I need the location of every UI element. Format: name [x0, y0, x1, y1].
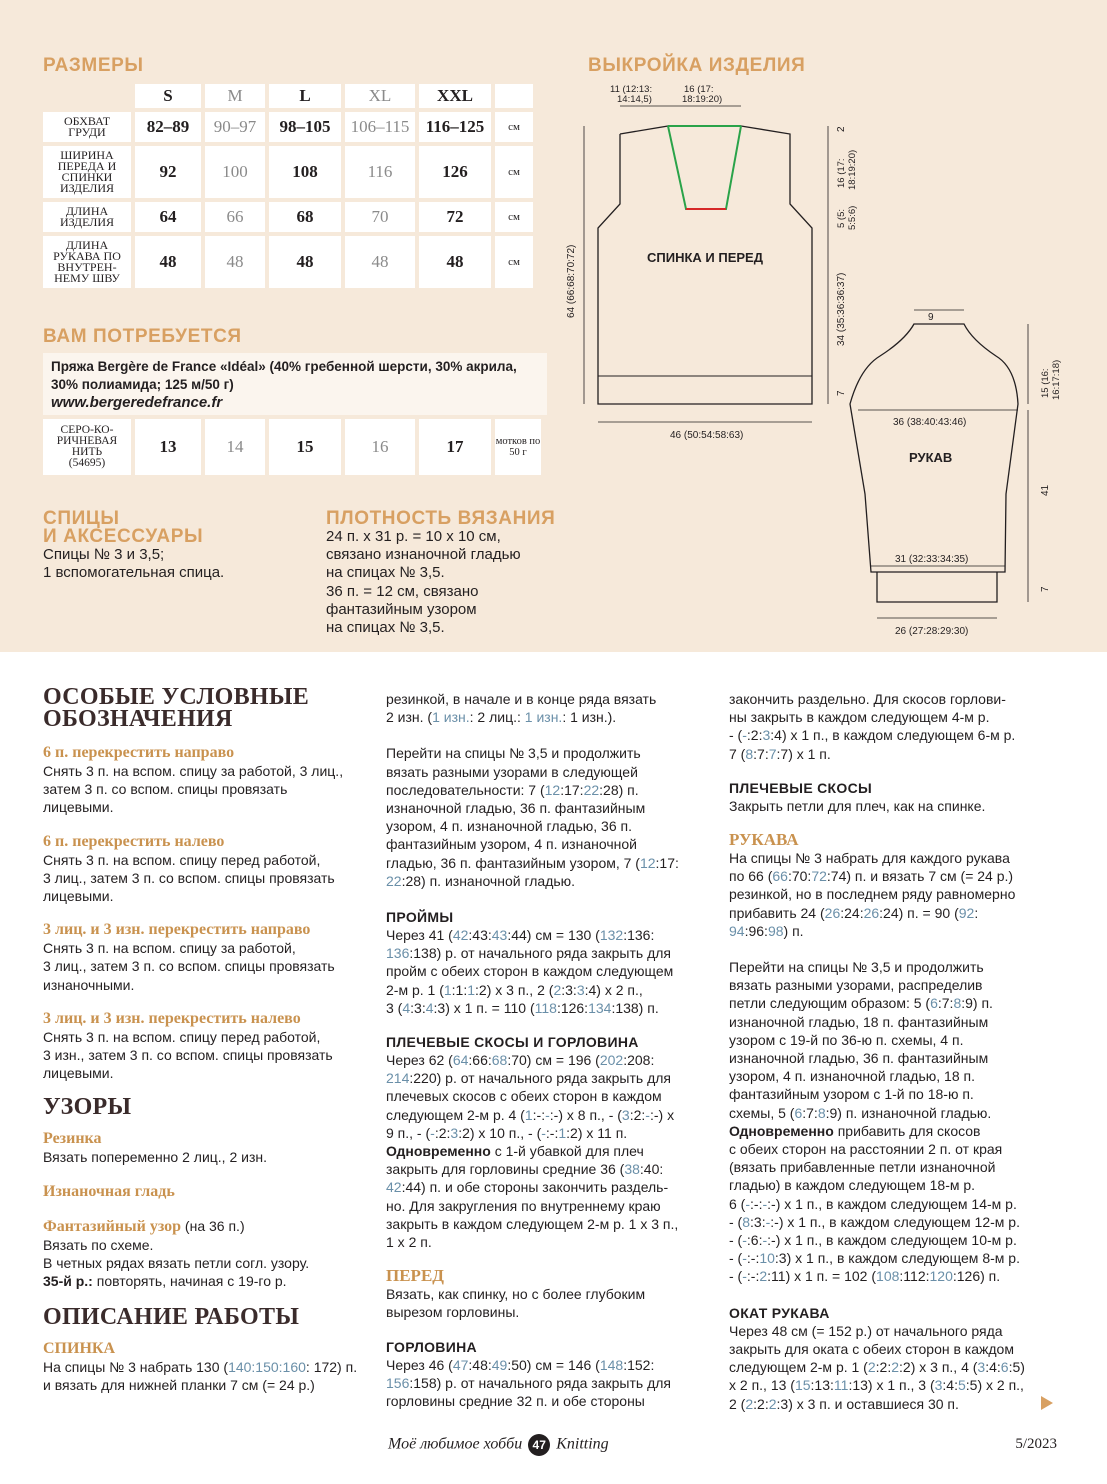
yarn-qty: 17 [419, 419, 491, 475]
text-line: 9 п., - (-:2:3:2) х 10 п., - (-:-:1:2) х 11 п. [386, 1124, 628, 1141]
gauge-line: на спицах № 3,5. [326, 564, 445, 582]
sleeves-text [729, 849, 1069, 940]
text-line: горловины средние 32 п. и обе стороны [386, 1393, 645, 1410]
special-item-text: Снять 3 п. на вспом. спицу за работой, 3 лиц., затем 3 п. со вспом. спицы провязать изнаночными. [43, 940, 335, 993]
text-line: 94:96:98) п. [729, 922, 804, 939]
sizes-title: РАЗМЕРЫ [43, 55, 144, 76]
row-label: ДЛИНА ИЗДЕЛИЯ [43, 202, 131, 232]
m-5-1: 5 (5: [836, 208, 847, 228]
m-neck-depth-2: 18:19:20) [847, 149, 858, 190]
text-line: 214:220) р. от начального ряда закрыть для [386, 1070, 671, 1087]
continue-arrow-icon [1041, 1396, 1053, 1410]
yarn-qty: 14 [205, 419, 265, 475]
yarn-desc-2: 30% полиамида; 125 м/50 г) [51, 377, 234, 392]
purl-title: Изнаночная гладь [43, 1182, 175, 1200]
rib-title: Резинка [43, 1130, 102, 1148]
s-bottom: 26 (27:28:29:30) [895, 626, 969, 637]
yarn-url[interactable]: www.bergeredefrance.fr [51, 394, 223, 411]
special-item-text: Снять 3 п. на вспом. спицу перед работой, 3 изн., затем 3 п. со вспом. спицы провязать лицевыми. [43, 1028, 333, 1082]
needles-title-2: И АКСЕССУАРЫ [43, 526, 204, 547]
text-line: петли следующим образом: 5 (6:7:8:9) п. [729, 995, 993, 1012]
s-width: 36 (38:40:43:46) [893, 417, 967, 428]
text-line: х 2 п., 13 (15:13:11:13) х 1 п., 3 (3:4:5:5) х 2 п., [729, 1377, 1024, 1394]
special-item-title: 6 п. перекрестить направо [43, 744, 235, 761]
body-outline [598, 126, 812, 404]
text-line: Через 41 (42:43:43:44) см = 130 (132:136: [386, 927, 655, 944]
size-value: 116 [345, 146, 415, 198]
size-value: 98–105 [269, 112, 341, 142]
size-header: XL [345, 84, 415, 108]
magazine-section: Knitting [556, 1435, 609, 1453]
materials-title: ВАМ ПОТРЕБУЕТСЯ [43, 326, 242, 347]
s-cap-1: 15 (16: [1040, 368, 1051, 398]
sizes-table [39, 80, 537, 292]
text-line: пройм с обеих сторон в каждом следующем [386, 963, 674, 980]
text-line: 136:138) р. от начального ряда закрыть для [386, 945, 671, 962]
s-cap-2: 16:17:18) [1051, 359, 1062, 400]
text-line: 22:28) п. изнаночной гладью. [386, 872, 576, 889]
s-cuffw: 31 (32:33:34:35) [895, 554, 969, 565]
m-shoulder-1: 11 (12:13: [610, 84, 653, 95]
text-line: (вязать прибавленные петли изнаночной [729, 1159, 996, 1176]
special-item-title: 3 лиц. и 3 изн. перекрестить направо [43, 921, 311, 939]
text-line: 7 (8:7:7:7) х 1 п. [729, 745, 831, 762]
text-line: ны закрыть в каждом следующем 4-м р. [729, 709, 990, 726]
text-line: закрыть в каждом следующем 2-м р. 1 х 3 п., [386, 1215, 679, 1232]
yarn-qty: 13 [135, 419, 201, 475]
text-line: узором, 4 п. изнаночной гладью, 36 п. [386, 818, 632, 835]
text-line: но. Для закругления по внутреннему краю [386, 1197, 661, 1214]
size-value: 116–125 [419, 112, 491, 142]
shoulder-slopes-title: ПЛЕЧЕВЫЕ СКОСЫ [729, 779, 873, 796]
gauge-line: 24 п. х 31 р. = 10 х 10 см, [326, 528, 501, 545]
text-line: закрыть для оката с обеих сторон в каждом [729, 1340, 1014, 1357]
special-item-text: Снять 3 п. на вспом. спицу за работой, 3 лиц., затем 3 п. со вспом. спицы провязать лицевыми. [43, 763, 344, 816]
size-header: S [135, 84, 201, 108]
size-value: 48 [419, 236, 491, 288]
size-value: 100 [205, 146, 265, 198]
yarn-qty: 15 [269, 419, 341, 475]
text-line: 156:158) р. от начального ряда закрыть для [386, 1374, 671, 1391]
sleeves-text-2 [729, 958, 1069, 1286]
sleeve-outline [850, 324, 1018, 572]
neck-title: ГОРЛОВИНА [386, 1338, 477, 1355]
column-2 [386, 690, 716, 1410]
m-neck-2: 18:19:20) [682, 94, 723, 105]
row-label: ДЛИНА РУКАВА ПО ВНУТРЕН- НЕМУ ШВУ [43, 236, 131, 288]
needles-text [43, 546, 224, 582]
text-line: закончить раздельно. Для скосов горлови- [729, 691, 1006, 707]
special-item-title: 6 п. перекрестить налево [43, 832, 225, 850]
text-line: Через 48 см (= 152 р.) от начального ряда [729, 1322, 1003, 1339]
m-7a: 7 [836, 390, 847, 396]
text-line: - (-:-:10:3) х 1 п., в каждом следующем 8-м р. [729, 1250, 1020, 1267]
text-line: Перейти на спицы № 3,5 и продолжить [386, 745, 641, 762]
col2-sequence [386, 744, 716, 890]
front-title: ПЕРЕД [386, 1266, 444, 1286]
patterns-title: УЗОРЫ [43, 1094, 132, 1121]
yarn-table [39, 415, 545, 479]
needles-line: 1 вспомогательная спица. [43, 564, 225, 582]
size-value: 108 [269, 146, 341, 198]
text-line: Через 46 (47:48:49:50) см = 146 (148:152: [386, 1356, 655, 1373]
unit: см [495, 146, 533, 198]
text-line: - (8:3:-:-) х 1 п., в каждом следующем 12-м р. [729, 1213, 1020, 1230]
back-text: На спицы № 3 набрать 130 (140:150:160: 172) п. и вязать для нижней планки 7 см (= 24 р.) [43, 1359, 358, 1394]
magazine-name: Моё любимое хобби [388, 1435, 523, 1453]
shoulder-slopes-text: Закрыть петли для плеч, как на спинке. [729, 797, 986, 814]
row-label: ШИРИНА ПЕРЕДА И СПИНКИ ИЗДЕЛИЯ [43, 146, 131, 198]
text-line: плечевых скосов с обеих сторон в каждом [386, 1088, 662, 1105]
s-7: 7 [1040, 586, 1051, 592]
size-value: 106–115 [345, 112, 415, 142]
text-line: 6 (-:-:-:-) х 1 п., в каждом следующем 14-м р. [729, 1195, 1017, 1212]
armholes-text [386, 926, 716, 1017]
text-line: фантазийным узором, 4 п. изнаночной [386, 836, 637, 853]
fancy-heading: Фантазийный узор (на 36 п.) [43, 1217, 245, 1235]
shoulders-text [386, 1051, 716, 1251]
page-number: 47 [528, 1434, 550, 1456]
pattern-diagram [560, 78, 1100, 644]
size-header: XXL [419, 84, 491, 108]
back-title: СПИНКА [43, 1340, 116, 1358]
text-line: схемы, 5 (6:7:8:9) п. изнаночной гладью. [729, 1104, 992, 1121]
text-line: следующем 2-м р. 4 (1:-:-:-) х 8 п., - (3:2:-:-) х [386, 1106, 675, 1123]
sleeves-title: РУКАВА [729, 830, 799, 850]
size-value: 70 [345, 202, 415, 232]
text-line: закрыть для горловины средние 36 (38:40: [386, 1161, 664, 1178]
size-value: 48 [345, 236, 415, 288]
special-title-2: ОБОЗНАЧЕНИЯ [43, 706, 233, 732]
gauge-text [326, 528, 521, 637]
special-title-1: ОСОБЫЕ УСЛОВНЫЕ [43, 684, 310, 710]
work-title: ОПИСАНИЕ РАБОТЫ [43, 1304, 300, 1331]
gauge-line: связано изнаночной гладью [326, 546, 521, 564]
column-3 [729, 690, 1069, 1413]
yarn-color-code: (54695) [68, 457, 106, 469]
gauge-line: на спицах № 3,5. [326, 619, 445, 637]
m-length: 64 (66:68:70:72) [566, 244, 577, 318]
m-5-2: 5:5:6) [847, 205, 858, 230]
size-value: 68 [269, 202, 341, 232]
row-label: ОБХВАТ ГРУДИ [43, 112, 131, 142]
m-armhole: 34 (35:36:36:37) [836, 272, 847, 346]
text-line: - (-:2:3:4) х 1 п., в каждом следующем 6-м р. [729, 727, 1016, 744]
cap-title: ОКАТ РУКАВА [729, 1304, 830, 1321]
text-line: Одновременно прибавить для скосов [729, 1122, 981, 1139]
special-item-text: Снять 3 п. на вспом. спицу перед работой, 3 лиц., затем 3 п. со вспом. спицы провязать лицевыми. [43, 851, 335, 905]
unit: см [495, 202, 533, 232]
text-line: резинкой, но в последнем ряду равномерно [729, 886, 1016, 903]
text-line: узором, 4 п. изнаночной гладью, 18 п. [729, 1068, 975, 1085]
fancy-text: Вязать по схеме. В четных рядах вязать петли согл. узору. 35-й р.: повторять, начиная с 19-го р. [43, 1236, 310, 1290]
gauge-line: фантазийным узором [326, 600, 477, 618]
yarn-unit: мотков по 50 г [495, 419, 541, 475]
col3-intro [729, 690, 1069, 763]
neck-line [668, 126, 741, 209]
unit: см [495, 112, 533, 142]
text-line: гладью, 36 п. фантазийным узором, 7 (12:17: [386, 854, 679, 871]
footer-left [388, 1434, 609, 1456]
s-length: 41 [1040, 484, 1051, 496]
size-value: 82–89 [135, 112, 201, 142]
neck-text [386, 1356, 716, 1411]
size-value: 92 [135, 146, 201, 198]
column-1 [43, 686, 373, 1395]
size-header: M [205, 84, 265, 108]
m-2: 2 [836, 126, 847, 132]
text-line: прибавить 24 (26:24:26:24) п. = 90 (92: [729, 904, 979, 921]
text-line: 2-м р. 1 (1:1:1:2) х 3 п., 2 (2:3:3:4) х 2 п., [386, 981, 643, 998]
text-line: фантазийным узором с 1-й по 18-ю п. [729, 1086, 974, 1103]
size-value: 48 [135, 236, 201, 288]
special-item-title: 3 лиц. и 3 изн. перекрестить налево [43, 1009, 301, 1027]
text-line: с обеих сторон на расстоянии 2 п. от края [729, 1141, 1003, 1158]
gauge-line: 36 п. = 12 см, связано [326, 582, 479, 600]
size-value: 126 [419, 146, 491, 198]
m-neck-1: 16 (17: [684, 84, 714, 95]
col2-intro: резинкой, в начале и в конце ряда вязать 2 изн. (1 изн.: 2 лиц.: 1 изн.: 1 изн.). [386, 691, 657, 726]
size-value: 90–97 [205, 112, 265, 142]
front-text: Вязать, как спинку, но с более глубоким вырезом горловины. [386, 1286, 646, 1321]
text-line: 3 (4:3:4:3) х 1 п. = 110 (118:126:134:138) п. [386, 999, 659, 1016]
shoulders-title: ПЛЕЧЕВЫЕ СКОСЫ И ГОРЛОВИНА [386, 1034, 639, 1051]
yarn-color-cell [43, 419, 131, 475]
rib-text: Вязать попеременно 2 лиц., 2 изн. [43, 1149, 267, 1166]
text-line: изнаночной гладью, 36 п. фантазийным [729, 1050, 989, 1067]
unit: см [495, 236, 533, 288]
text-line: гладью) в каждом следующем 18-м р. [729, 1177, 976, 1194]
text-line: вязать разными узорами, распределив [729, 977, 983, 994]
text-line: Через 62 (64:66:68:70) см = 196 (202:208: [386, 1052, 655, 1069]
needles-line: Спицы № 3 и 3,5; [43, 546, 165, 563]
cap-text [729, 1322, 1069, 1413]
text-line: Перейти на спицы № 3,5 и продолжить [729, 959, 984, 976]
text-line: по 66 (66:70:72:74) п. и вязать 7 см (= 24 р.) [729, 868, 1014, 885]
text-line: 2 (2:2:2:3) х 3 п. и оставшиеся 30 п. [729, 1395, 959, 1412]
size-header: L [269, 84, 341, 108]
text-line: На спицы № 3 набрать для каждого рукава [729, 850, 1010, 867]
m-shoulder-2: 14:14,5) [617, 94, 652, 105]
text-line: - (-:6:-:-) х 1 п., в каждом следующем 10-м р. [729, 1232, 1017, 1249]
footer-issue: 5/2023 [1015, 1436, 1057, 1452]
yarn-qty: 16 [345, 419, 415, 475]
size-value: 48 [205, 236, 265, 288]
size-value: 66 [205, 202, 265, 232]
text-line: последовательности: 7 (12:17:22:28) п. [386, 781, 639, 798]
text-line: Одновременно с 1-й убавкой для плеч [386, 1143, 644, 1160]
text-line: вязать разными узорами в следующей [386, 763, 638, 780]
yarn-box [43, 353, 547, 415]
needles-title-1: СПИЦЫ [43, 508, 120, 529]
size-value: 64 [135, 202, 201, 232]
pattern-title: ВЫКРОЙКА ИЗДЕЛИЯ [588, 55, 806, 76]
sleeve-cuff [877, 572, 997, 602]
sleeve-label: РУКАВ [909, 450, 953, 465]
text-line: - (-:-:2:11) х 1 п. = 102 (108:112:120:126) п. [729, 1268, 1001, 1285]
body-label: СПИНКА И ПЕРЕД [647, 250, 763, 265]
armholes-title: ПРОЙМЫ [386, 909, 454, 926]
text-line: изнаночной гладью, 36 п. фантазийным [386, 800, 646, 817]
yarn-desc-1: Пряжа Bergère de France «Idéal» (40% гребенной шерсти, 30% акрила, [51, 359, 517, 374]
text-line: 1 х 2 п. [386, 1234, 432, 1251]
text-line: изнаночной гладью, 18 п. фантазийным [729, 1013, 989, 1030]
m-width: 46 (50:54:58:63) [670, 430, 744, 441]
text-line: узором с 19-й по 36-ю п. схемы, 4 п. [729, 1031, 964, 1048]
gauge-title: ПЛОТНОСТЬ ВЯЗАНИЯ [326, 508, 556, 529]
yarn-color-label: СЕРО-КО- РИЧНЕВАЯ НИТЬ [56, 424, 118, 458]
text-line: 42:44) п. и обе стороны закончить раздель- [386, 1179, 669, 1196]
text-line: следующем 2-м р. 1 (2:2:2:2) х 3 п., 4 (3:4:6:5) [729, 1359, 1025, 1376]
size-value: 72 [419, 202, 491, 232]
m-neck-depth-1: 16 (17: [836, 158, 847, 188]
s-top: 9 [928, 312, 934, 323]
size-value: 48 [269, 236, 341, 288]
